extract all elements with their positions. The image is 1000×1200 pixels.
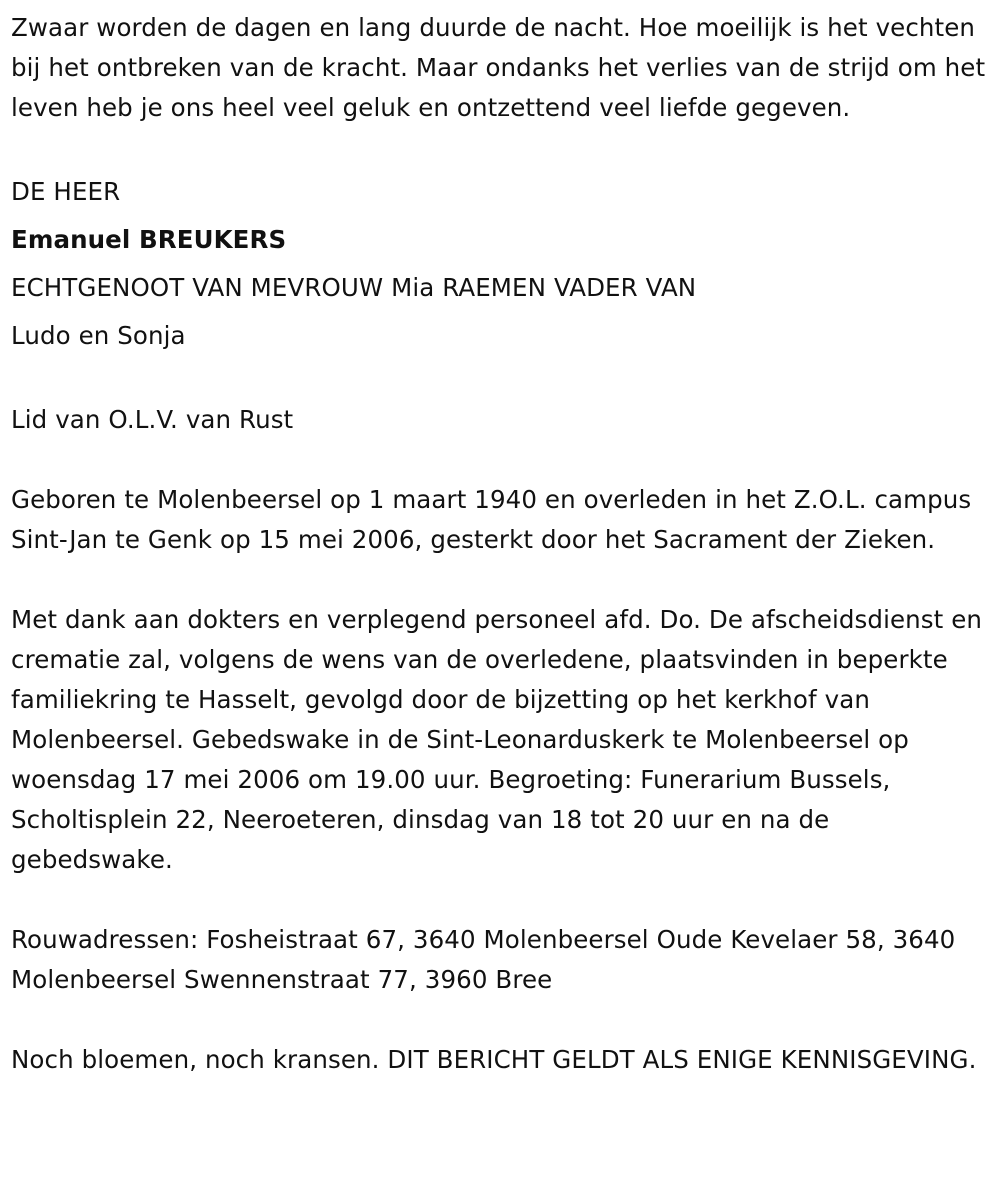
spouse-line: ECHTGENOOT VAN MEVROUW Mia RAEMEN VADER VAN (11, 273, 697, 302)
closing-paragraph: Noch bloemen, noch kransen. DIT BERICHT GELDT ALS ENIGE KENNISGEVING. (11, 1045, 977, 1074)
deceased-name: Emanuel BREUKERS (11, 225, 287, 254)
service-paragraph: Met dank aan dokters en verplegend personeel afd. Do. De afscheidsdienst en crematie zal, volgens de wens van de overledene, plaatsvinden in beperkte familiekring te Hasselt, gevolgd door de bijzetting op het kerkhof van Molenbeersel. Gebedswake in de Sint-Leonarduskerk te Molenbeersel op woensdag 17 mei 2006 om 19.00 uur. Begroeting: Funerarium Bussels, Scholtisplein 22, Neeroeteren, dinsdag van 18 tot 20 uur en na de gebedswake. (11, 605, 983, 874)
children-line: Ludo en Sonja (11, 321, 186, 350)
intro-paragraph: Zwaar worden de dagen en lang duurde de nacht. Hoe moeilijk is het vechten bij het ontbreken van de kracht. Maar ondanks het verlies van de strijd om het leven heb je ons heel veel geluk en ontzettend veel liefde gegeven. (11, 13, 986, 122)
birth-death-paragraph: Geboren te Molenbeersel op 1 maart 1940 en overleden in het Z.O.L. campus Sint-Jan te Genk op 15 mei 2006, gesterkt door het Sacrament der Zieken. (11, 485, 972, 554)
obituary-notice (11, 8, 986, 1080)
membership-line: Lid van O.L.V. van Rust (11, 405, 294, 434)
addresses-paragraph: Rouwadressen: Fosheistraat 67, 3640 Molenbeersel Oude Kevelaer 58, 3640 Molenbeersel Swennenstraat 77, 3960 Bree (11, 925, 956, 994)
honorific-title: DE HEER (11, 177, 121, 206)
